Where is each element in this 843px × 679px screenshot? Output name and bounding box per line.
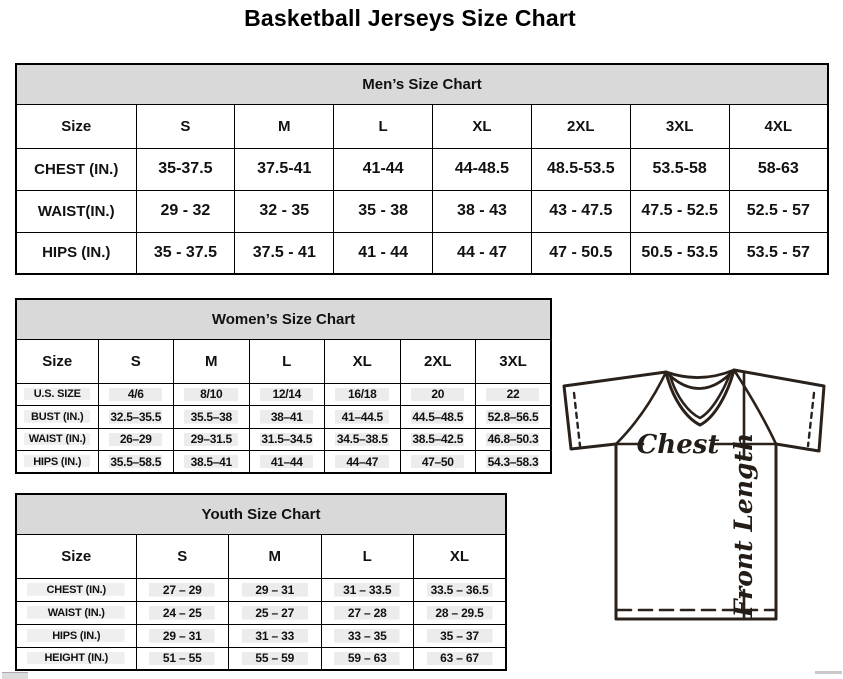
mens-table-header-row bbox=[16, 64, 828, 104]
row-label: HEIGHT (IN.) bbox=[16, 647, 136, 670]
table-cell: 37.5 - 41 bbox=[235, 232, 334, 274]
table-cell: 46.8–50.3 bbox=[476, 428, 552, 451]
table-cell: 44–47 bbox=[325, 451, 401, 474]
table-cell: 50.5 - 53.5 bbox=[630, 232, 729, 274]
table-cell: 27 – 28 bbox=[321, 601, 414, 624]
column-header: 3XL bbox=[630, 104, 729, 148]
table-cell: 25 – 27 bbox=[229, 601, 322, 624]
column-header: 2XL bbox=[400, 339, 476, 383]
column-header: L bbox=[249, 339, 325, 383]
column-header: M bbox=[174, 339, 250, 383]
row-label: CHEST (IN.) bbox=[16, 148, 136, 190]
table-cell: 51 – 55 bbox=[136, 647, 229, 670]
table-row bbox=[16, 428, 551, 451]
front-length-label: Front Length bbox=[729, 432, 758, 618]
table-cell: 41 - 44 bbox=[334, 232, 433, 274]
table-cell: 48.5-53.5 bbox=[531, 148, 630, 190]
table-cell: 53.5-58 bbox=[630, 148, 729, 190]
column-header: 2XL bbox=[531, 104, 630, 148]
table-cell: 24 – 25 bbox=[136, 601, 229, 624]
table-cell: 53.5 - 57 bbox=[729, 232, 828, 274]
table-cell: 35.5–58.5 bbox=[98, 451, 174, 474]
table-cell: 29 – 31 bbox=[136, 624, 229, 647]
jersey-left-cuff-dashes bbox=[574, 393, 580, 446]
table-cell: 29 - 32 bbox=[136, 190, 235, 232]
table-cell: 31 – 33 bbox=[229, 624, 322, 647]
page-title: Basketball Jerseys Size Chart bbox=[244, 5, 576, 31]
table-row bbox=[16, 190, 828, 232]
table-row bbox=[16, 406, 551, 429]
table-cell: 41–44 bbox=[249, 451, 325, 474]
table-cell: 29 – 31 bbox=[229, 578, 322, 601]
womens-table-title: Women’s Size Chart bbox=[16, 299, 551, 339]
bottom-left-scrollbar-artifact bbox=[2, 672, 28, 679]
table-cell: 34.5–38.5 bbox=[325, 428, 401, 451]
table-cell: 20 bbox=[400, 383, 476, 406]
column-header: L bbox=[334, 104, 433, 148]
row-label: HIPS (IN.) bbox=[16, 232, 136, 274]
column-header: 3XL bbox=[476, 339, 552, 383]
column-header: L bbox=[321, 534, 414, 578]
table-cell: 33 – 35 bbox=[321, 624, 414, 647]
table-cell: 27 – 29 bbox=[136, 578, 229, 601]
mens-column-header-row bbox=[16, 104, 828, 148]
table-cell: 47–50 bbox=[400, 451, 476, 474]
row-label: U.S. SIZE bbox=[16, 383, 98, 406]
table-cell: 44-48.5 bbox=[433, 148, 532, 190]
column-header: Size bbox=[16, 339, 98, 383]
table-cell: 29–31.5 bbox=[174, 428, 250, 451]
table-cell: 54.3–58.3 bbox=[476, 451, 552, 474]
table-cell: 35-37.5 bbox=[136, 148, 235, 190]
table-row bbox=[16, 383, 551, 406]
table-cell: 55 – 59 bbox=[229, 647, 322, 670]
row-label: WAIST (IN.) bbox=[16, 601, 136, 624]
column-header: XL bbox=[433, 104, 532, 148]
table-cell: 38 - 43 bbox=[433, 190, 532, 232]
column-header: S bbox=[136, 104, 235, 148]
table-cell: 4/6 bbox=[98, 383, 174, 406]
table-cell: 26–29 bbox=[98, 428, 174, 451]
womens-column-header-row bbox=[16, 339, 551, 383]
row-label: HIPS (IN.) bbox=[16, 624, 136, 647]
row-label: WAIST (IN.) bbox=[16, 428, 98, 451]
column-header: XL bbox=[325, 339, 401, 383]
table-cell: 35 - 37.5 bbox=[136, 232, 235, 274]
column-header: S bbox=[98, 339, 174, 383]
jersey-collar-top-arc bbox=[666, 370, 734, 378]
table-cell: 63 – 67 bbox=[414, 647, 507, 670]
table-row bbox=[16, 232, 828, 274]
column-header: M bbox=[229, 534, 322, 578]
table-cell: 52.8–56.5 bbox=[476, 406, 552, 429]
table-cell: 35.5–38 bbox=[174, 406, 250, 429]
table-cell: 32.5–35.5 bbox=[98, 406, 174, 429]
column-header: S bbox=[136, 534, 229, 578]
table-cell: 38.5–42.5 bbox=[400, 428, 476, 451]
table-cell: 43 - 47.5 bbox=[531, 190, 630, 232]
table-row bbox=[16, 601, 506, 624]
mens-size-table bbox=[15, 63, 829, 275]
table-cell: 33.5 – 36.5 bbox=[414, 578, 507, 601]
youth-table-header-row bbox=[16, 494, 506, 534]
column-header: Size bbox=[16, 534, 136, 578]
table-cell: 32 - 35 bbox=[235, 190, 334, 232]
jersey-diagram bbox=[562, 362, 830, 624]
table-row bbox=[16, 148, 828, 190]
row-label: CHEST (IN.) bbox=[16, 578, 136, 601]
table-cell: 47.5 - 52.5 bbox=[630, 190, 729, 232]
mens-table-title: Men’s Size Chart bbox=[16, 64, 828, 104]
table-cell: 38–41 bbox=[249, 406, 325, 429]
table-cell: 35 – 37 bbox=[414, 624, 507, 647]
jersey-right-cuff-dashes bbox=[808, 393, 814, 446]
youth-column-header-row bbox=[16, 534, 506, 578]
table-cell: 44.5–48.5 bbox=[400, 406, 476, 429]
womens-table-header-row bbox=[16, 299, 551, 339]
bottom-right-scrollbar-artifact bbox=[815, 671, 842, 674]
table-cell: 37.5-41 bbox=[235, 148, 334, 190]
table-row bbox=[16, 451, 551, 474]
table-cell: 12/14 bbox=[249, 383, 325, 406]
table-cell: 47 - 50.5 bbox=[531, 232, 630, 274]
table-cell: 41-44 bbox=[334, 148, 433, 190]
table-cell: 38.5–41 bbox=[174, 451, 250, 474]
row-label: WAIST(IN.) bbox=[16, 190, 136, 232]
table-cell: 16/18 bbox=[325, 383, 401, 406]
table-cell: 35 - 38 bbox=[334, 190, 433, 232]
row-label: HIPS (IN.) bbox=[16, 451, 98, 474]
table-row bbox=[16, 578, 506, 601]
table-cell: 44 - 47 bbox=[433, 232, 532, 274]
table-cell: 58-63 bbox=[729, 148, 828, 190]
table-cell: 31.5–34.5 bbox=[249, 428, 325, 451]
row-label: BUST (IN.) bbox=[16, 406, 98, 429]
table-cell: 52.5 - 57 bbox=[729, 190, 828, 232]
column-header: M bbox=[235, 104, 334, 148]
table-cell: 31 – 33.5 bbox=[321, 578, 414, 601]
table-row bbox=[16, 624, 506, 647]
table-cell: 22 bbox=[476, 383, 552, 406]
table-row bbox=[16, 647, 506, 670]
womens-size-table bbox=[15, 298, 552, 474]
chest-label: Chest bbox=[636, 430, 720, 460]
table-cell: 8/10 bbox=[174, 383, 250, 406]
youth-size-table bbox=[15, 493, 507, 671]
column-header: XL bbox=[414, 534, 507, 578]
column-header: 4XL bbox=[729, 104, 828, 148]
youth-table-title: Youth Size Chart bbox=[16, 494, 506, 534]
table-cell: 59 – 63 bbox=[321, 647, 414, 670]
table-cell: 41–44.5 bbox=[325, 406, 401, 429]
table-cell: 28 – 29.5 bbox=[414, 601, 507, 624]
column-header: Size bbox=[16, 104, 136, 148]
